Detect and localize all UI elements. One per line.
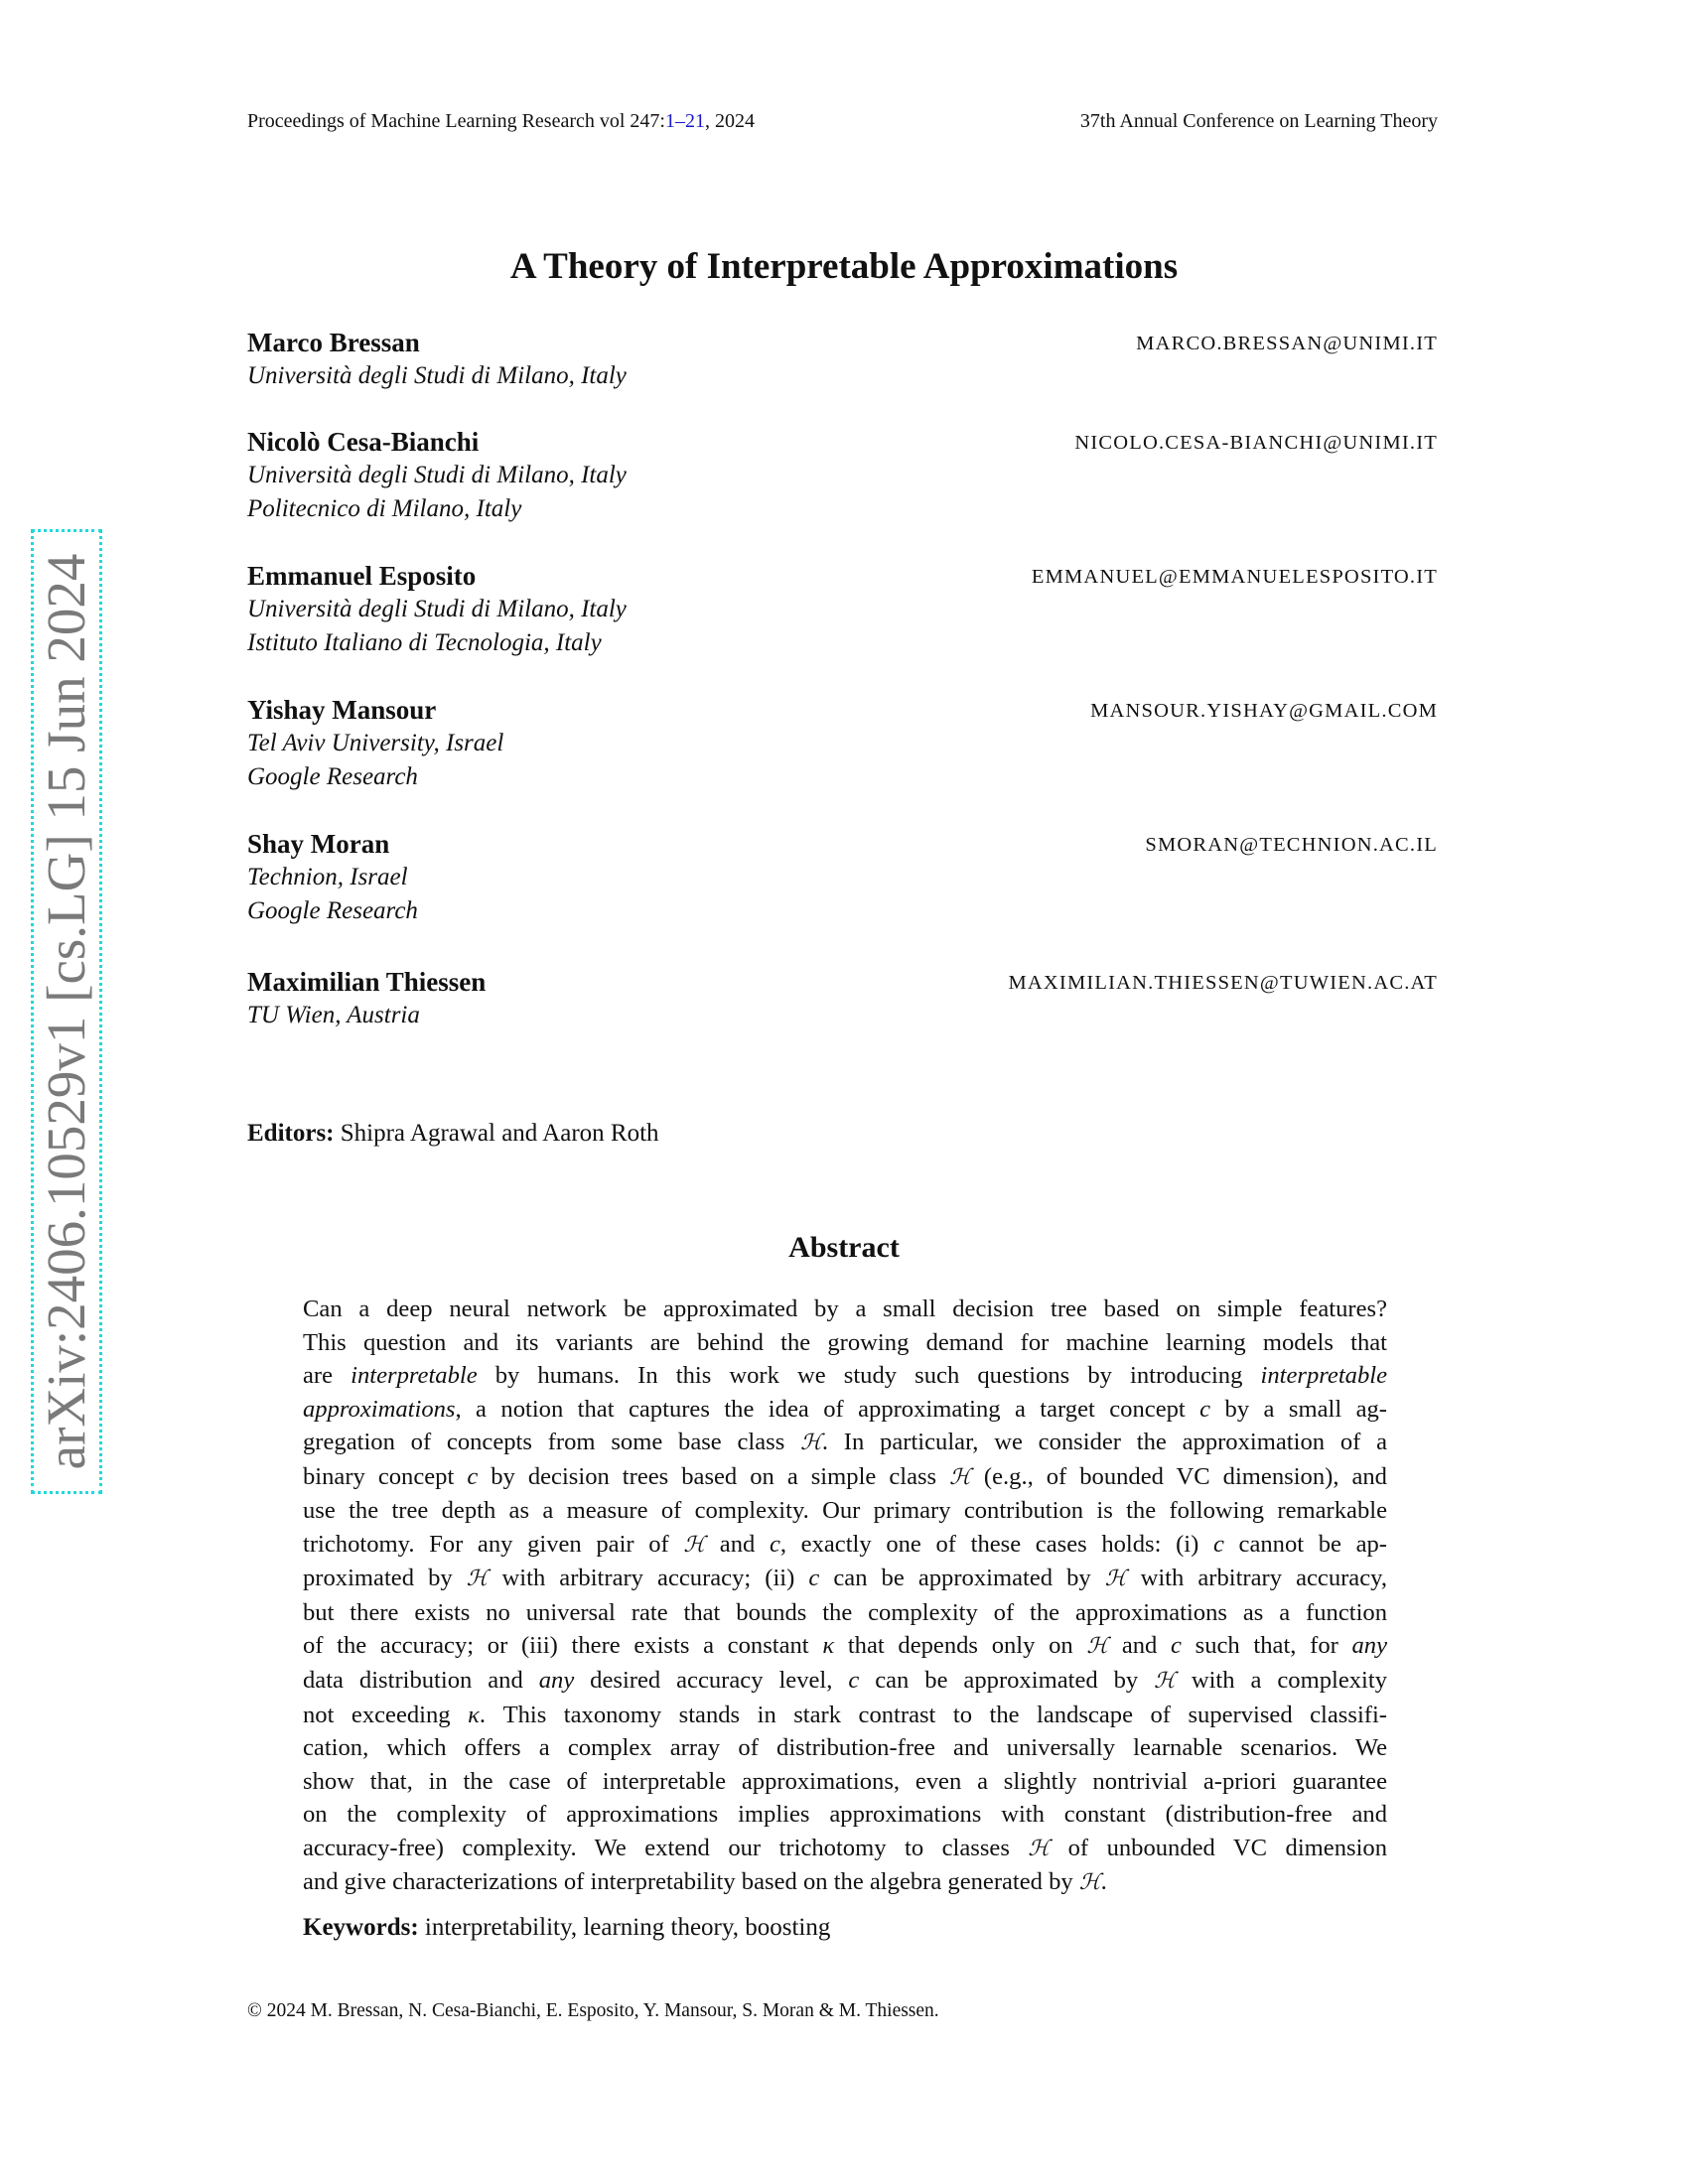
editors-line	[247, 1117, 659, 1151]
abstract-text: trichotomy. For any given pair of	[303, 1530, 684, 1558]
abstract-text: and	[1108, 1632, 1172, 1660]
math-symbol: κ	[468, 1701, 480, 1728]
author-block	[247, 965, 1438, 1032]
abstract-text: desired accuracy level,	[574, 1667, 849, 1695]
page-start-link[interactable]: 1	[664, 110, 675, 132]
abstract-line	[303, 1832, 1387, 1866]
abstract-text: can be approximated by	[819, 1565, 1105, 1592]
abstract-text: can be approximated by	[859, 1667, 1155, 1695]
abstract-text: cation, which offers a complex array of distribution-free and universally learnable scenarios. We	[303, 1734, 1387, 1762]
copyright-notice: © 2024 M. Bressan, N. Cesa-Bianchi, E. Esposito, Y. Mansour, S. Moran & M. Thiessen.	[247, 2000, 939, 2021]
emphasis-text: interpretable	[351, 1362, 478, 1390]
abstract-text: gregation of concepts from some base class	[303, 1429, 801, 1456]
math-symbol: c	[1212, 1530, 1224, 1558]
author-email[interactable]: MARCO.BRESSAN@UNIMI.IT	[1136, 333, 1438, 354]
page-range-separator: –	[674, 110, 685, 132]
math-symbol: c	[808, 1565, 820, 1592]
abstract-text: on the complexity of approximations implies approximations with constant (distribution-free and	[303, 1801, 1387, 1829]
emphasis-text: any	[1351, 1632, 1388, 1660]
math-class-symbol: ℋ	[1104, 1567, 1127, 1592]
author-block	[247, 559, 1438, 659]
author-email[interactable]: MAXIMILIAN.THIESSEN@TUWIEN.AC.AT	[1008, 972, 1438, 994]
abstract-text: and	[705, 1530, 770, 1558]
author-block	[247, 326, 1438, 393]
abstract-line	[303, 1494, 1387, 1528]
author-affiliation: Istituto Italiano di Tecnologia, Italy	[247, 628, 602, 656]
paper-title: A Theory of Interpretable Approximations	[509, 246, 1179, 287]
abstract-line	[303, 1460, 1387, 1495]
abstract-text: Can a deep neural network be approximated by a small decision tree based on simple features?	[303, 1296, 1387, 1322]
abstract-text: are	[303, 1362, 352, 1390]
abstract-text: that depends only on	[834, 1632, 1087, 1660]
abstract-line	[303, 1562, 1387, 1596]
arxiv-stamp	[31, 529, 102, 1494]
arxiv-identifier[interactable]: arXiv:2406.10529v1 [cs.LG] 15 Jun 2024	[36, 553, 96, 1470]
abstract-text: , exactly one of these cases holds: (i)	[779, 1530, 1213, 1558]
abstract-line	[303, 1629, 1387, 1664]
abstract-text: by humans. In this work we study such questions by introducing	[477, 1362, 1261, 1390]
math-class-symbol: ℋ	[800, 1431, 822, 1456]
math-symbol: c	[848, 1667, 860, 1695]
abstract-line	[303, 1765, 1387, 1799]
math-class-symbol: ℋ	[1086, 1634, 1109, 1660]
abstract-line	[303, 1426, 1387, 1460]
abstract-text: and give characterizations of interpretability based on the algebra generated by	[303, 1868, 1079, 1896]
author-name: Maximilian Thiessen	[247, 967, 487, 997]
proceedings-info	[247, 109, 755, 133]
abstract-text: by a small ag-	[1210, 1395, 1387, 1423]
emphasis-text: interpretable	[1260, 1362, 1387, 1390]
abstract-text: show that, in the case of interpretable approximations, even a slightly nontrivial a-priori guarantee	[303, 1767, 1387, 1795]
author-email[interactable]: SMORAN@TECHNION.AC.IL	[1145, 834, 1438, 856]
abstract-text: binary concept	[303, 1462, 468, 1490]
author-affiliation: Tel Aviv University, Israel	[247, 730, 504, 756]
abstract-text: by decision trees based on a simple class	[478, 1462, 950, 1490]
abstract-line	[303, 1393, 1387, 1427]
conference-name: 37th Annual Conference on Learning Theory	[1079, 110, 1438, 132]
author-affiliation: TU Wien, Austria	[247, 1002, 420, 1028]
author-affiliation: Politecnico di Milano, Italy	[247, 494, 522, 522]
abstract-text: . This taxonomy stands in stark contrast to the landscape of supervised classifi-	[479, 1701, 1387, 1728]
keywords-values: interpretability, learning theory, boosting	[424, 1914, 831, 1941]
math-symbol: κ	[822, 1632, 835, 1660]
abstract-line	[303, 1798, 1387, 1832]
editors-label: Editors:	[247, 1120, 335, 1147]
author-email[interactable]: NICOLO.CESA-BIANCHI@UNIMI.IT	[1074, 432, 1438, 454]
abstract-line	[303, 1699, 1387, 1732]
abstract-text: with arbitrary accuracy,	[1126, 1565, 1387, 1592]
abstract-line	[303, 1731, 1387, 1765]
emphasis-text: approximations	[303, 1395, 456, 1423]
abstract-text: proximated by	[303, 1565, 467, 1592]
author-affiliation: Google Research	[247, 762, 418, 790]
math-symbol: c	[769, 1530, 780, 1558]
math-symbol: c	[1171, 1632, 1182, 1660]
math-symbol: c	[467, 1462, 479, 1490]
abstract-text: This question and its variants are behind the growing demand for machine learning models that	[303, 1328, 1387, 1356]
author-block	[247, 693, 1438, 793]
math-class-symbol: ℋ	[1028, 1836, 1051, 1861]
abstract-line	[303, 1664, 1387, 1699]
author-name: Yishay Mansour	[247, 695, 437, 725]
math-class-symbol: ℋ	[683, 1532, 706, 1558]
author-name: Nicolò Cesa-Bianchi	[247, 427, 480, 457]
emphasis-text: any	[538, 1667, 575, 1695]
abstract-line	[303, 1293, 1387, 1326]
running-header	[247, 109, 1438, 133]
proceedings-text: Proceedings of Machine Learning Research vol 247:	[247, 110, 665, 132]
author-name: Marco Bressan	[247, 328, 420, 357]
abstract-text: of unbounded VC dimension	[1050, 1834, 1387, 1861]
abstract-line	[303, 1326, 1387, 1360]
author-affiliation: Technion, Israel	[247, 864, 408, 890]
abstract-line	[303, 1596, 1387, 1630]
abstract-text: with a complexity	[1175, 1667, 1388, 1695]
keywords-label: Keywords:	[303, 1914, 419, 1941]
math-class-symbol: ℋ	[1154, 1669, 1176, 1695]
author-email[interactable]: MANSOUR.YISHAY@GMAIL.COM	[1090, 700, 1438, 722]
author-affiliation: Università degli Studi di Milano, Italy	[247, 462, 627, 488]
proceedings-year: , 2024	[704, 110, 755, 132]
abstract-text: such that, for	[1181, 1632, 1352, 1660]
abstract-line	[303, 1359, 1387, 1393]
abstract-text: (e.g., of bounded VC dimension), and	[970, 1462, 1387, 1490]
author-name: Emmanuel Esposito	[247, 561, 477, 591]
abstract-text: of the accuracy; or (iii) there exists a constant	[303, 1632, 823, 1660]
abstract-text: data distribution and	[303, 1667, 539, 1695]
abstract-text: with arbitrary accuracy; (ii)	[488, 1565, 809, 1592]
author-name: Shay Moran	[247, 829, 390, 859]
abstract-text: . In particular, we consider the approximation of a	[821, 1429, 1387, 1456]
author-affiliation: Google Research	[247, 896, 418, 924]
abstract-text: but there exists no universal rate that bounds the complexity of the approximations as a function	[303, 1598, 1387, 1626]
keywords-line	[303, 1911, 830, 1945]
abstract-text: not exceeding	[303, 1701, 469, 1728]
math-class-symbol: ℋ	[1078, 1870, 1101, 1896]
abstract-line	[303, 1528, 1387, 1563]
abstract-text: accuracy-free) complexity. We extend our trichotomy to classes	[303, 1834, 1029, 1861]
author-email[interactable]: EMMANUEL@EMMANUELESPOSITO.IT	[1031, 566, 1438, 588]
abstract-heading: Abstract	[788, 1231, 900, 1264]
abstract-text: use the tree depth as a measure of complexity. Our primary contribution is the following remarkable	[303, 1497, 1387, 1525]
math-symbol: c	[1199, 1395, 1211, 1423]
author-block	[247, 425, 1438, 525]
page-end-link[interactable]: 21	[684, 110, 705, 132]
abstract-body	[303, 1293, 1387, 1900]
author-block	[247, 827, 1438, 927]
author-affiliation: Università degli Studi di Milano, Italy	[247, 362, 627, 389]
abstract-text: .	[1100, 1868, 1107, 1896]
abstract-text: cannot be ap-	[1223, 1530, 1387, 1558]
abstract-line	[303, 1865, 1387, 1900]
math-class-symbol: ℋ	[466, 1567, 489, 1592]
editors-names: Shipra Agrawal and Aaron Roth	[340, 1120, 659, 1147]
author-affiliation: Università degli Studi di Milano, Italy	[247, 596, 627, 622]
abstract-text: , a notion that captures the idea of approximating a target concept	[455, 1395, 1200, 1423]
math-class-symbol: ℋ	[949, 1464, 971, 1490]
